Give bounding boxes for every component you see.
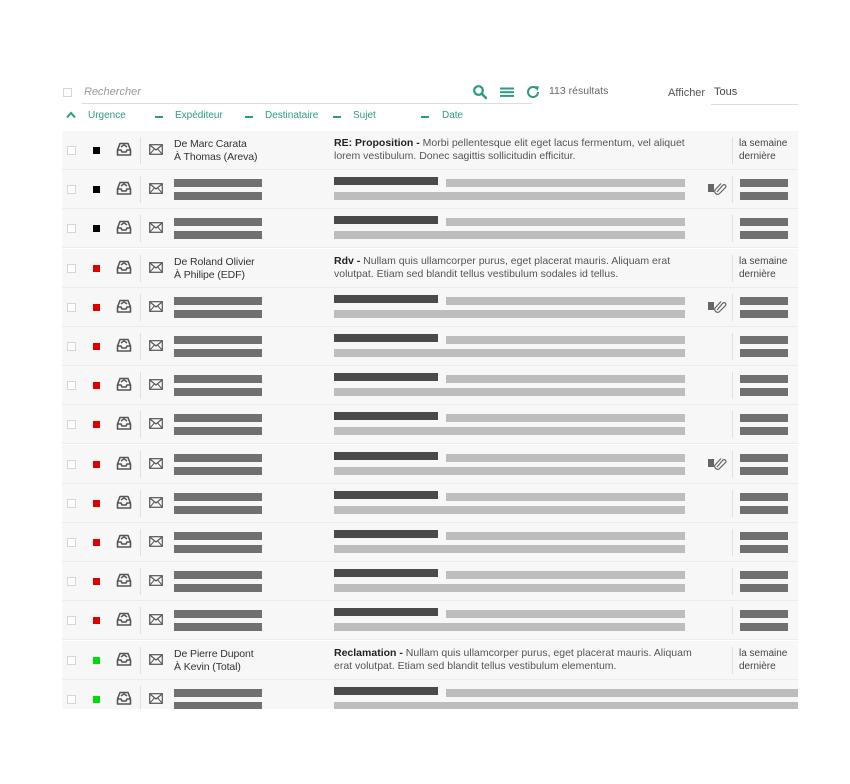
row-checkbox[interactable]: [67, 420, 76, 429]
attachment-icon: [707, 181, 727, 195]
date-placeholder: [740, 467, 788, 475]
snippet-placeholder: [334, 584, 685, 592]
message-row[interactable]: [62, 641, 798, 680]
sender-placeholder: [174, 336, 262, 344]
date-placeholder: [740, 427, 788, 435]
date-placeholder: [740, 349, 788, 357]
subject-placeholder: [334, 216, 438, 224]
envelope-icon: [149, 144, 163, 155]
message-snippet: Nullam quis ullamcorper purus, eget placerat mauris. Aliquam erat volutpat. Etiam sed blandit tellus vestibulum sodales id tellus.: [334, 254, 671, 280]
row-checkbox[interactable]: [67, 342, 76, 351]
column-divider: [140, 529, 141, 556]
date-placeholder: [740, 532, 788, 540]
column-divider: [732, 490, 733, 517]
envelope-icon: [149, 497, 163, 508]
column-divider: [732, 568, 733, 595]
inbox-icon[interactable]: [116, 337, 132, 353]
row-checkbox[interactable]: [67, 538, 76, 547]
refresh-icon[interactable]: [525, 84, 541, 100]
sort-dash-icon[interactable]: [333, 116, 341, 118]
snippet-placeholder: [334, 545, 685, 553]
snippet-placeholder: [334, 349, 685, 357]
snippet-placeholder: [446, 532, 685, 540]
date-placeholder: [740, 623, 788, 631]
subject-placeholder: [334, 687, 438, 695]
chevron-up-icon[interactable]: [66, 111, 76, 119]
column-divider: [732, 215, 733, 242]
urgency-indicator: [93, 382, 100, 389]
snippet-placeholder: [334, 310, 685, 318]
date-placeholder: [740, 584, 788, 592]
sort-dash-icon[interactable]: [245, 116, 253, 118]
column-divider: [140, 451, 141, 478]
urgency-indicator: [93, 500, 100, 507]
message-row[interactable]: [62, 562, 798, 601]
envelope-icon: [149, 301, 163, 312]
column-divider: [732, 255, 733, 282]
sender-placeholder: [174, 218, 262, 226]
column-divider: [140, 255, 141, 282]
inbox-icon[interactable]: [116, 572, 132, 588]
column-headers: [62, 108, 798, 126]
snippet-placeholder: [446, 336, 685, 344]
date-placeholder: [740, 571, 788, 579]
date-placeholder: [740, 297, 788, 305]
date-placeholder: [740, 179, 788, 187]
envelope-icon: [149, 183, 163, 194]
inbox-icon[interactable]: [116, 141, 132, 157]
date-placeholder: [740, 388, 788, 396]
subject-placeholder: [334, 334, 438, 342]
sender-placeholder: [174, 297, 262, 305]
sender-placeholder: [174, 610, 262, 618]
date-placeholder: [740, 493, 788, 501]
urgency-indicator: [93, 265, 100, 272]
snippet-placeholder: [446, 179, 685, 187]
subject-placeholder: [334, 530, 438, 538]
envelope-icon: [149, 418, 163, 429]
envelope-icon: [149, 262, 163, 273]
recipient-placeholder: [174, 349, 262, 357]
column-divider: [140, 294, 141, 321]
urgency-indicator: [93, 343, 100, 350]
column-divider: [140, 333, 141, 360]
urgency-indicator: [93, 186, 100, 193]
row-checkbox[interactable]: [67, 577, 76, 586]
column-date[interactable]: Date: [442, 110, 464, 121]
urgency-indicator: [93, 147, 100, 154]
message-row[interactable]: [62, 249, 798, 288]
subject-placeholder: [334, 295, 438, 303]
column-divider: [140, 411, 141, 438]
message-row[interactable]: [62, 601, 798, 640]
results-count: 113 résultats: [549, 85, 609, 97]
subject-placeholder: [334, 452, 438, 460]
urgency-indicator: [93, 578, 100, 585]
recipient-placeholder: [174, 427, 262, 435]
envelope-icon: [149, 614, 163, 625]
urgency-indicator: [93, 617, 100, 624]
search-icon[interactable]: [472, 84, 488, 100]
inbox-icon[interactable]: [116, 415, 132, 431]
column-divider: [732, 137, 733, 164]
sender-placeholder: [174, 414, 262, 422]
message-row[interactable]: [62, 405, 798, 444]
row-checkbox[interactable]: [67, 146, 76, 155]
recipient-placeholder: [174, 192, 262, 200]
subject-placeholder: [334, 412, 438, 420]
envelope-icon: [149, 222, 163, 233]
column-divider: [732, 607, 733, 634]
recipient-placeholder: [174, 702, 262, 709]
envelope-icon: [149, 458, 163, 469]
snippet-placeholder: [446, 493, 685, 501]
inbox-icon[interactable]: [116, 533, 132, 549]
column-divider: [140, 647, 141, 674]
message-subject: RE: Proposition -: [334, 137, 420, 149]
toolbar: [62, 82, 798, 104]
envelope-icon: [149, 536, 163, 547]
column-divider: [140, 568, 141, 595]
row-checkbox[interactable]: [67, 616, 76, 625]
snippet-placeholder: [334, 623, 685, 631]
snippet-placeholder: [334, 702, 798, 709]
message-row[interactable]: [62, 327, 798, 366]
menu-icon[interactable]: [499, 84, 515, 100]
recipient: À Philipe (EDF): [174, 268, 245, 281]
message-row[interactable]: [62, 209, 798, 248]
date-placeholder: [740, 336, 788, 344]
recipient: À Thomas (Areva): [174, 151, 258, 163]
envelope-icon: [149, 340, 163, 351]
snippet-placeholder: [446, 571, 685, 579]
column-urgence[interactable]: Urgence: [88, 110, 126, 121]
date-placeholder: [740, 506, 788, 514]
inbox-icon[interactable]: [116, 690, 132, 706]
search-underline: [82, 103, 532, 104]
message-row[interactable]: [62, 131, 798, 170]
recipient-placeholder: [174, 623, 262, 631]
column-divider: [732, 411, 733, 438]
snippet-placeholder: [334, 427, 685, 435]
urgency-indicator: [93, 304, 100, 311]
message-date: la semaine dernière: [739, 255, 788, 280]
message-preview: [334, 137, 694, 163]
snippet-placeholder: [446, 218, 685, 226]
column-divider: [140, 607, 141, 634]
column-divider: [140, 490, 141, 517]
message-subject: Rdv -: [334, 254, 361, 267]
message-snippet: Nullam quis ullamcorper purus, eget placerat mauris. Aliquam erat volutpat. Etiam sed blandit tellus vestibulum elementum.: [334, 646, 692, 672]
date-placeholder: [740, 545, 788, 553]
message-subject: Reclamation -: [334, 646, 403, 659]
select-all-checkbox[interactable]: [63, 88, 72, 97]
subject-placeholder: [334, 373, 438, 381]
column-divider: [140, 137, 141, 164]
column-divider: [732, 294, 733, 321]
attachment-icon: [707, 299, 727, 313]
snippet-placeholder: [446, 297, 685, 305]
row-checkbox[interactable]: [67, 264, 76, 273]
sender-placeholder: [174, 454, 262, 462]
inbox-icon[interactable]: [116, 651, 132, 667]
recipient-placeholder: [174, 310, 262, 318]
row-checkbox[interactable]: [67, 303, 76, 312]
sender-placeholder: [174, 689, 262, 697]
urgency-indicator: [93, 539, 100, 546]
date-placeholder: [740, 610, 788, 618]
recipient-placeholder: [174, 231, 262, 239]
filter-value: Tous: [714, 86, 738, 98]
date-placeholder: [740, 414, 788, 422]
message-row[interactable]: [62, 170, 798, 209]
message-row[interactable]: [62, 680, 798, 709]
snippet-placeholder: [334, 467, 685, 475]
subject-placeholder: [334, 608, 438, 616]
message-date: la semaine dernière: [739, 647, 788, 672]
snippet-placeholder: [334, 231, 685, 239]
snippet-placeholder: [446, 610, 685, 618]
row-checkbox[interactable]: [67, 499, 76, 508]
date-placeholder: [740, 310, 788, 318]
message-row[interactable]: [62, 523, 798, 562]
sender-placeholder: [174, 493, 262, 501]
search-input[interactable]: [84, 83, 464, 101]
message-date: la semaine dernière: [739, 138, 788, 162]
envelope-icon: [149, 379, 163, 390]
sender-placeholder: [174, 375, 262, 383]
urgency-indicator: [93, 225, 100, 232]
inbox-icon[interactable]: [116, 219, 132, 235]
inbox-icon[interactable]: [116, 180, 132, 196]
column-destinataire[interactable]: Destinataire: [265, 110, 319, 121]
envelope-icon: [149, 654, 163, 665]
date-placeholder: [740, 454, 788, 462]
sort-dash-icon[interactable]: [421, 116, 429, 118]
inbox-icon[interactable]: [116, 298, 132, 314]
recipient: À Kevin (Total): [174, 660, 241, 673]
column-sujet[interactable]: Sujet: [353, 110, 376, 121]
urgency-indicator: [93, 657, 100, 664]
row-checkbox[interactable]: [67, 695, 76, 704]
row-checkbox[interactable]: [67, 185, 76, 194]
filter-select[interactable]: [711, 82, 798, 105]
envelope-icon: [149, 693, 163, 704]
sender: De Roland Olivier: [174, 255, 255, 268]
column-divider: [140, 215, 141, 242]
snippet-placeholder: [446, 689, 798, 697]
sender-placeholder: [174, 532, 262, 540]
column-divider: [140, 372, 141, 399]
date-placeholder: [740, 231, 788, 239]
column-divider: [140, 176, 141, 203]
attachment-icon: [707, 456, 727, 470]
sender-placeholder: [174, 179, 262, 187]
snippet-placeholder: [446, 375, 685, 383]
sender: De Marc Carata: [174, 138, 247, 150]
date-placeholder: [740, 218, 788, 226]
message-row[interactable]: [62, 445, 798, 484]
snippet-placeholder: [334, 192, 685, 200]
urgency-indicator: [93, 696, 100, 703]
column-divider: [732, 647, 733, 674]
column-divider: [732, 451, 733, 478]
urgency-indicator: [93, 421, 100, 428]
column-divider: [732, 176, 733, 203]
date-placeholder: [740, 192, 788, 200]
row-checkbox[interactable]: [67, 381, 76, 390]
message-snippet: Morbi pellentesque elit eget lacus fermentum, vel aliquet lorem vestibulum. Donec sagittis sollicitudin efficitur.: [334, 137, 685, 162]
inbox-icon[interactable]: [116, 376, 132, 392]
column-expediteur[interactable]: Expéditeur: [175, 110, 223, 121]
subject-placeholder: [334, 177, 438, 185]
recipient-placeholder: [174, 506, 262, 514]
snippet-placeholder: [446, 454, 685, 462]
recipient-placeholder: [174, 388, 262, 396]
column-divider: [732, 529, 733, 556]
recipient-placeholder: [174, 545, 262, 553]
subject-placeholder: [334, 491, 438, 499]
recipient-placeholder: [174, 467, 262, 475]
inbox-icon[interactable]: [116, 494, 132, 510]
message-list: [62, 131, 798, 709]
snippet-placeholder: [334, 388, 685, 396]
message-row[interactable]: [62, 484, 798, 523]
subject-placeholder: [334, 569, 438, 577]
row-checkbox[interactable]: [67, 460, 76, 469]
sender: De Pierre Dupont: [174, 647, 254, 660]
message-row[interactable]: [62, 366, 798, 405]
sort-dash-icon[interactable]: [155, 116, 163, 118]
row-checkbox[interactable]: [67, 656, 76, 665]
recipient-placeholder: [174, 584, 262, 592]
filter-label: Afficher: [668, 87, 706, 99]
inbox-icon[interactable]: [116, 611, 132, 627]
envelope-icon: [149, 575, 163, 586]
message-preview: [334, 647, 694, 673]
inbox-icon[interactable]: [116, 455, 132, 471]
message-row[interactable]: [62, 288, 798, 327]
column-divider: [732, 372, 733, 399]
snippet-placeholder: [334, 506, 685, 514]
column-divider: [732, 333, 733, 360]
column-divider: [140, 686, 141, 709]
message-preview: [334, 255, 694, 281]
urgency-indicator: [93, 461, 100, 468]
snippet-placeholder: [446, 414, 685, 422]
row-checkbox[interactable]: [67, 224, 76, 233]
inbox-icon[interactable]: [116, 259, 132, 275]
sender-placeholder: [174, 571, 262, 579]
date-placeholder: [740, 375, 788, 383]
